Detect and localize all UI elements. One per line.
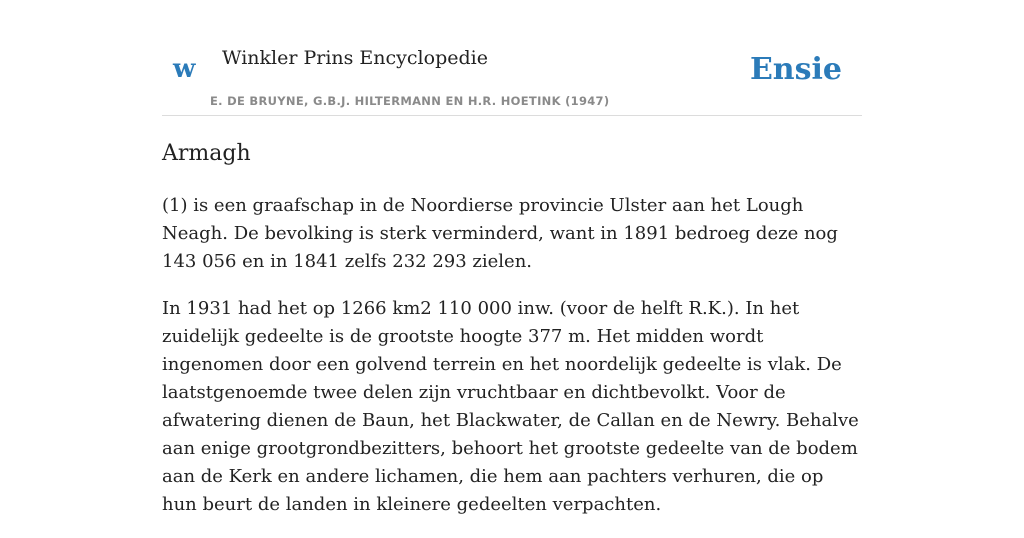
article-body bbox=[162, 192, 862, 538]
book-authors: E. DE BRUYNE, G.B.J. HILTERMANN EN H.R. HOETINK (1947) bbox=[210, 94, 610, 108]
site-logo[interactable]: w bbox=[173, 54, 196, 84]
brand-link[interactable]: Ensie bbox=[749, 52, 842, 87]
article-title: Armagh bbox=[162, 141, 251, 166]
page bbox=[162, 0, 862, 515]
article-paragraph: (1) is een graafschap in de Noordierse provincie Ulster aan het Lough Neagh. De bevolking is sterk verminderd, want in 1891 bedroeg deze nog 143 056 en in 1841 zelfs 232 293 zielen. bbox=[162, 195, 838, 272]
site-header bbox=[162, 0, 862, 116]
article-paragraph: In 1931 had het op 1266 km2 110 000 inw. (voor de helft R.K.). In het zuidelijk gedeelte is de grootste hoogte 377 m. Het midden wordt ingenomen door een golvend terrein en het noordelijk gedeelte is vlak. De laatstgenoemde twee delen zijn vruchtbaar en dichtbevolkt. Voor de afwatering dienen de Baun, het Blackwater, de Callan en de Newry. Behalve aan enige grootgrondbezitters, behoort het grootste gedeelte van de bodem aan de Kerk en andere lichamen, die hem aan pachters verhuren, die op hun beurt de landen in kleinere gedeelten verpachten. bbox=[162, 298, 859, 515]
book-title[interactable]: Winkler Prins Encyclopedie bbox=[222, 47, 488, 69]
